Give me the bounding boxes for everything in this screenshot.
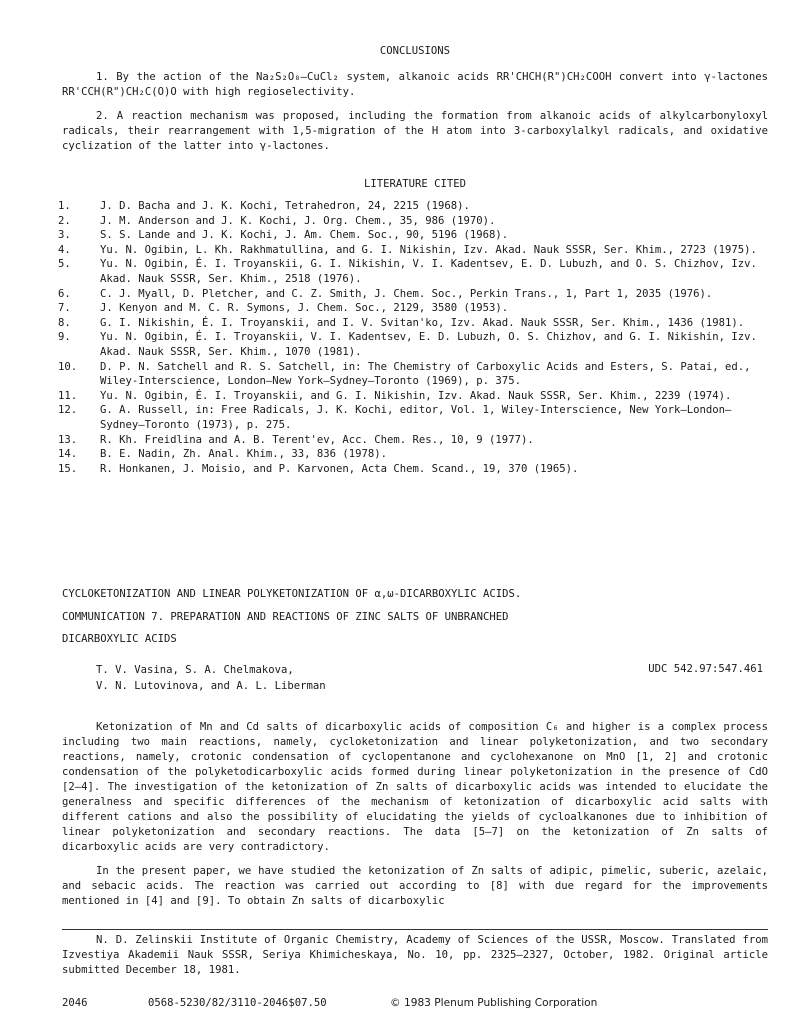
reference-number: 5. [58,258,71,271]
author-line: T. V. Vasina, S. A. Chelmakova, [96,664,294,676]
reference-item [58,287,770,302]
article-authors [96,662,326,694]
reference-text: G. I. Nikishin, É. I. Troyanskii, and I. V. Svitan'ko, Izv. Akad. Nauk SSSR, Ser. Khim., 1436 (1981). [100,316,745,329]
reference-item [58,228,770,243]
reference-item [58,360,770,389]
literature-heading: LITERATURE CITED [363,178,467,190]
reference-text: G. A. Russell, in: Free Radicals, J. K. Kochi, editor, Vol. 1, Wiley-Interscience, New York–London–Sydney–Toronto (1973), p. 275. [100,404,732,431]
reference-text: Yu. N. Ogibin, É. I. Troyanskii, G. I. Nikishin, V. I. Kadentsev, E. D. Lubuzh, and O. S. Chizhov, Izv. Akad. Nauk SSSR, Ser. Khim., 2518 (1976). [100,258,757,285]
reference-number: 13. [58,433,78,446]
reference-item [58,301,770,316]
reference-text: C. J. Myall, D. Pletcher, and C. Z. Smith, J. Chem. Soc., Perkin Trans., 1, Part 1, 2035 (1976). [100,287,713,300]
footnote-rule [62,929,768,930]
reference-text: R. Honkanen, J. Moisio, and P. Karvonen, Acta Chem. Scand., 19, 370 (1965). [100,462,579,475]
reference-number: 8. [58,316,71,329]
reference-number: 14. [58,448,78,461]
reference-number: 12. [58,404,78,417]
reference-text: B. E. Nadin, Zh. Anal. Khim., 33, 836 (1978). [100,448,388,461]
reference-item [58,433,770,448]
reference-text: J. D. Bacha and J. K. Kochi, Tetrahedron, 24, 2215 (1968). [100,200,470,212]
reference-number: 2. [58,214,71,227]
reference-text: D. P. N. Satchell and R. S. Satchell, in: The Chemistry of Carboxylic Acids and Esters, S. Patai, ed., Wiley-Interscience, London–New York–Sydney–Toronto (1969), p. 375. [100,360,751,388]
reference-text: Yu. N. Ogibin, É. I. Troyanskii, and G. I. Nikishin, Izv. Akad. Nauk SSSR, Ser. Khim., 2239 (1974). [100,389,732,402]
author-line: V. N. Lutovinova, and A. L. Liberman [96,680,326,692]
reference-item [58,330,770,359]
reference-number: 3. [58,229,71,242]
reference-item [58,243,770,258]
page-number: 2046 [62,997,88,1009]
reference-item [58,403,770,432]
article-body [62,720,768,909]
reference-text: Yu. N. Ogibin, É. I. Troyanskii, V. I. Kadentsev, E. D. Lubuzh, O. S. Chizhov, and G. I. Nikishin, Izv. Akad. Nauk SSSR, Ser. Khim., 1070 (1981). [100,331,757,358]
reference-item [58,316,770,331]
reference-list [58,199,770,476]
conclusion-item-2: 2. A reaction mechanism was proposed, including the formation from alkanoic acids of alkylcarbonyloxyl radicals, their rearrangement with 1,5-migration of the H atom into 3-carboxylalkyl radicals, and oxidative cyclization of the latter into γ-lactones. [62,110,768,152]
article-title-line: DICARBOXYLIC ACIDS [62,633,177,645]
reference-text: S. S. Lande and J. K. Kochi, J. Am. Chem. Soc., 90, 5196 (1968). [100,229,509,242]
reference-item [58,462,770,477]
conclusions-list [62,70,768,154]
conclusions-heading: CONCLUSIONS [379,45,451,57]
copyright: © 1983 Plenum Publishing Corporation [390,997,598,1009]
reference-text: J. Kenyon and M. C. R. Symons, J. Chem. Soc., 2129, 3580 (1953). [100,302,509,315]
reference-number: 10. [58,360,78,373]
reference-number: 6. [58,287,71,300]
reference-item [58,447,770,462]
udc-code: UDC 542.97:547.461 [648,663,763,675]
article-title [62,583,762,651]
reference-number: 15. [58,462,78,475]
reference-item [58,389,770,404]
reference-number: 7. [58,302,71,315]
article-title-line: COMMUNICATION 7. PREPARATION AND REACTIONS OF ZINC SALTS OF UNBRANCHED [62,610,509,623]
reference-number: 4. [58,243,71,256]
reference-number: 9. [58,331,71,344]
reference-text: R. Kh. Freidlina and A. B. Terent'ev, Acc. Chem. Res., 10, 9 (1977). [100,433,534,446]
reference-text: Yu. N. Ogibin, L. Kh. Rakhmatullina, and G. I. Nikishin, Izv. Akad. Nauk SSSR, Ser. Khim., 2723 (1975). [100,243,757,256]
body-paragraph: In the present paper, we have studied the ketonization of Zn salts of adipic, pimelic, suberic, azelaic, and sebacic acids. The reaction was carried out according to [8] with due regard for the improvements mentioned in [4] and [9]. To obtain Zn salts of dicarboxylic [62,865,768,907]
reference-item [58,214,770,229]
reference-item [58,199,770,214]
article-title-line: CYCLOKETONIZATION AND LINEAR POLYKETONIZATION OF α,ω-DICARBOXYLIC ACIDS. [62,588,522,600]
footnote-text: N. D. Zelinskii Institute of Organic Chemistry, Academy of Sciences of the USSR, Moscow. Translated from Izvestiya Akademii Nauk SSSR, Seriya Khimicheskaya, No. 10, pp. 2325–2327, October, 1982. Original article submitted December 18, 1981. [62,934,768,976]
reference-number: 11. [58,389,78,402]
body-paragraph: Ketonization of Mn and Cd salts of dicarboxylic acids of composition C₆ and higher is a complex process including two main reactions, namely, cycloketonization and linear polyketonization, and two secondary reactions, namely, crotonic condensation of cyclopentanone and cyclohexanone on MnO [1, 2] and crotonic condensation of the polyketodicarboxylic acids formed during linear polyketonization in the presence of CdO [2–4]. The investigation of the ketonization of Zn salts of dicarboxylic acids was intended to elucidate the generalness and specific differences of the mechanism of ketonization of dicarboxylic acid salts with different cations and also the possibility of elucidating the yields of cycloalkanones due to inhibition of linear polyketonization and secondary reactions. The data [5–7] on the ketonization of Zn salts of dicarboxylic acids are very contradictory. [62,721,768,853]
conclusion-item-1: 1. By the action of the Na₂S₂O₈–CuCl₂ system, alkanoic acids RR'CHCH(R")CH₂COOH convert into γ-lactones RR'CCH(R")CH₂C(O)O with high regioselectivity. [62,71,768,98]
reference-text: J. M. Anderson and J. K. Kochi, J. Org. Chem., 35, 986 (1970). [100,214,496,227]
reference-number: 1. [58,200,71,212]
journal-code: 0568-5230/82/3110-2046$07.50 [148,997,327,1009]
affiliation-footnote [62,933,768,978]
reference-item [58,257,770,286]
